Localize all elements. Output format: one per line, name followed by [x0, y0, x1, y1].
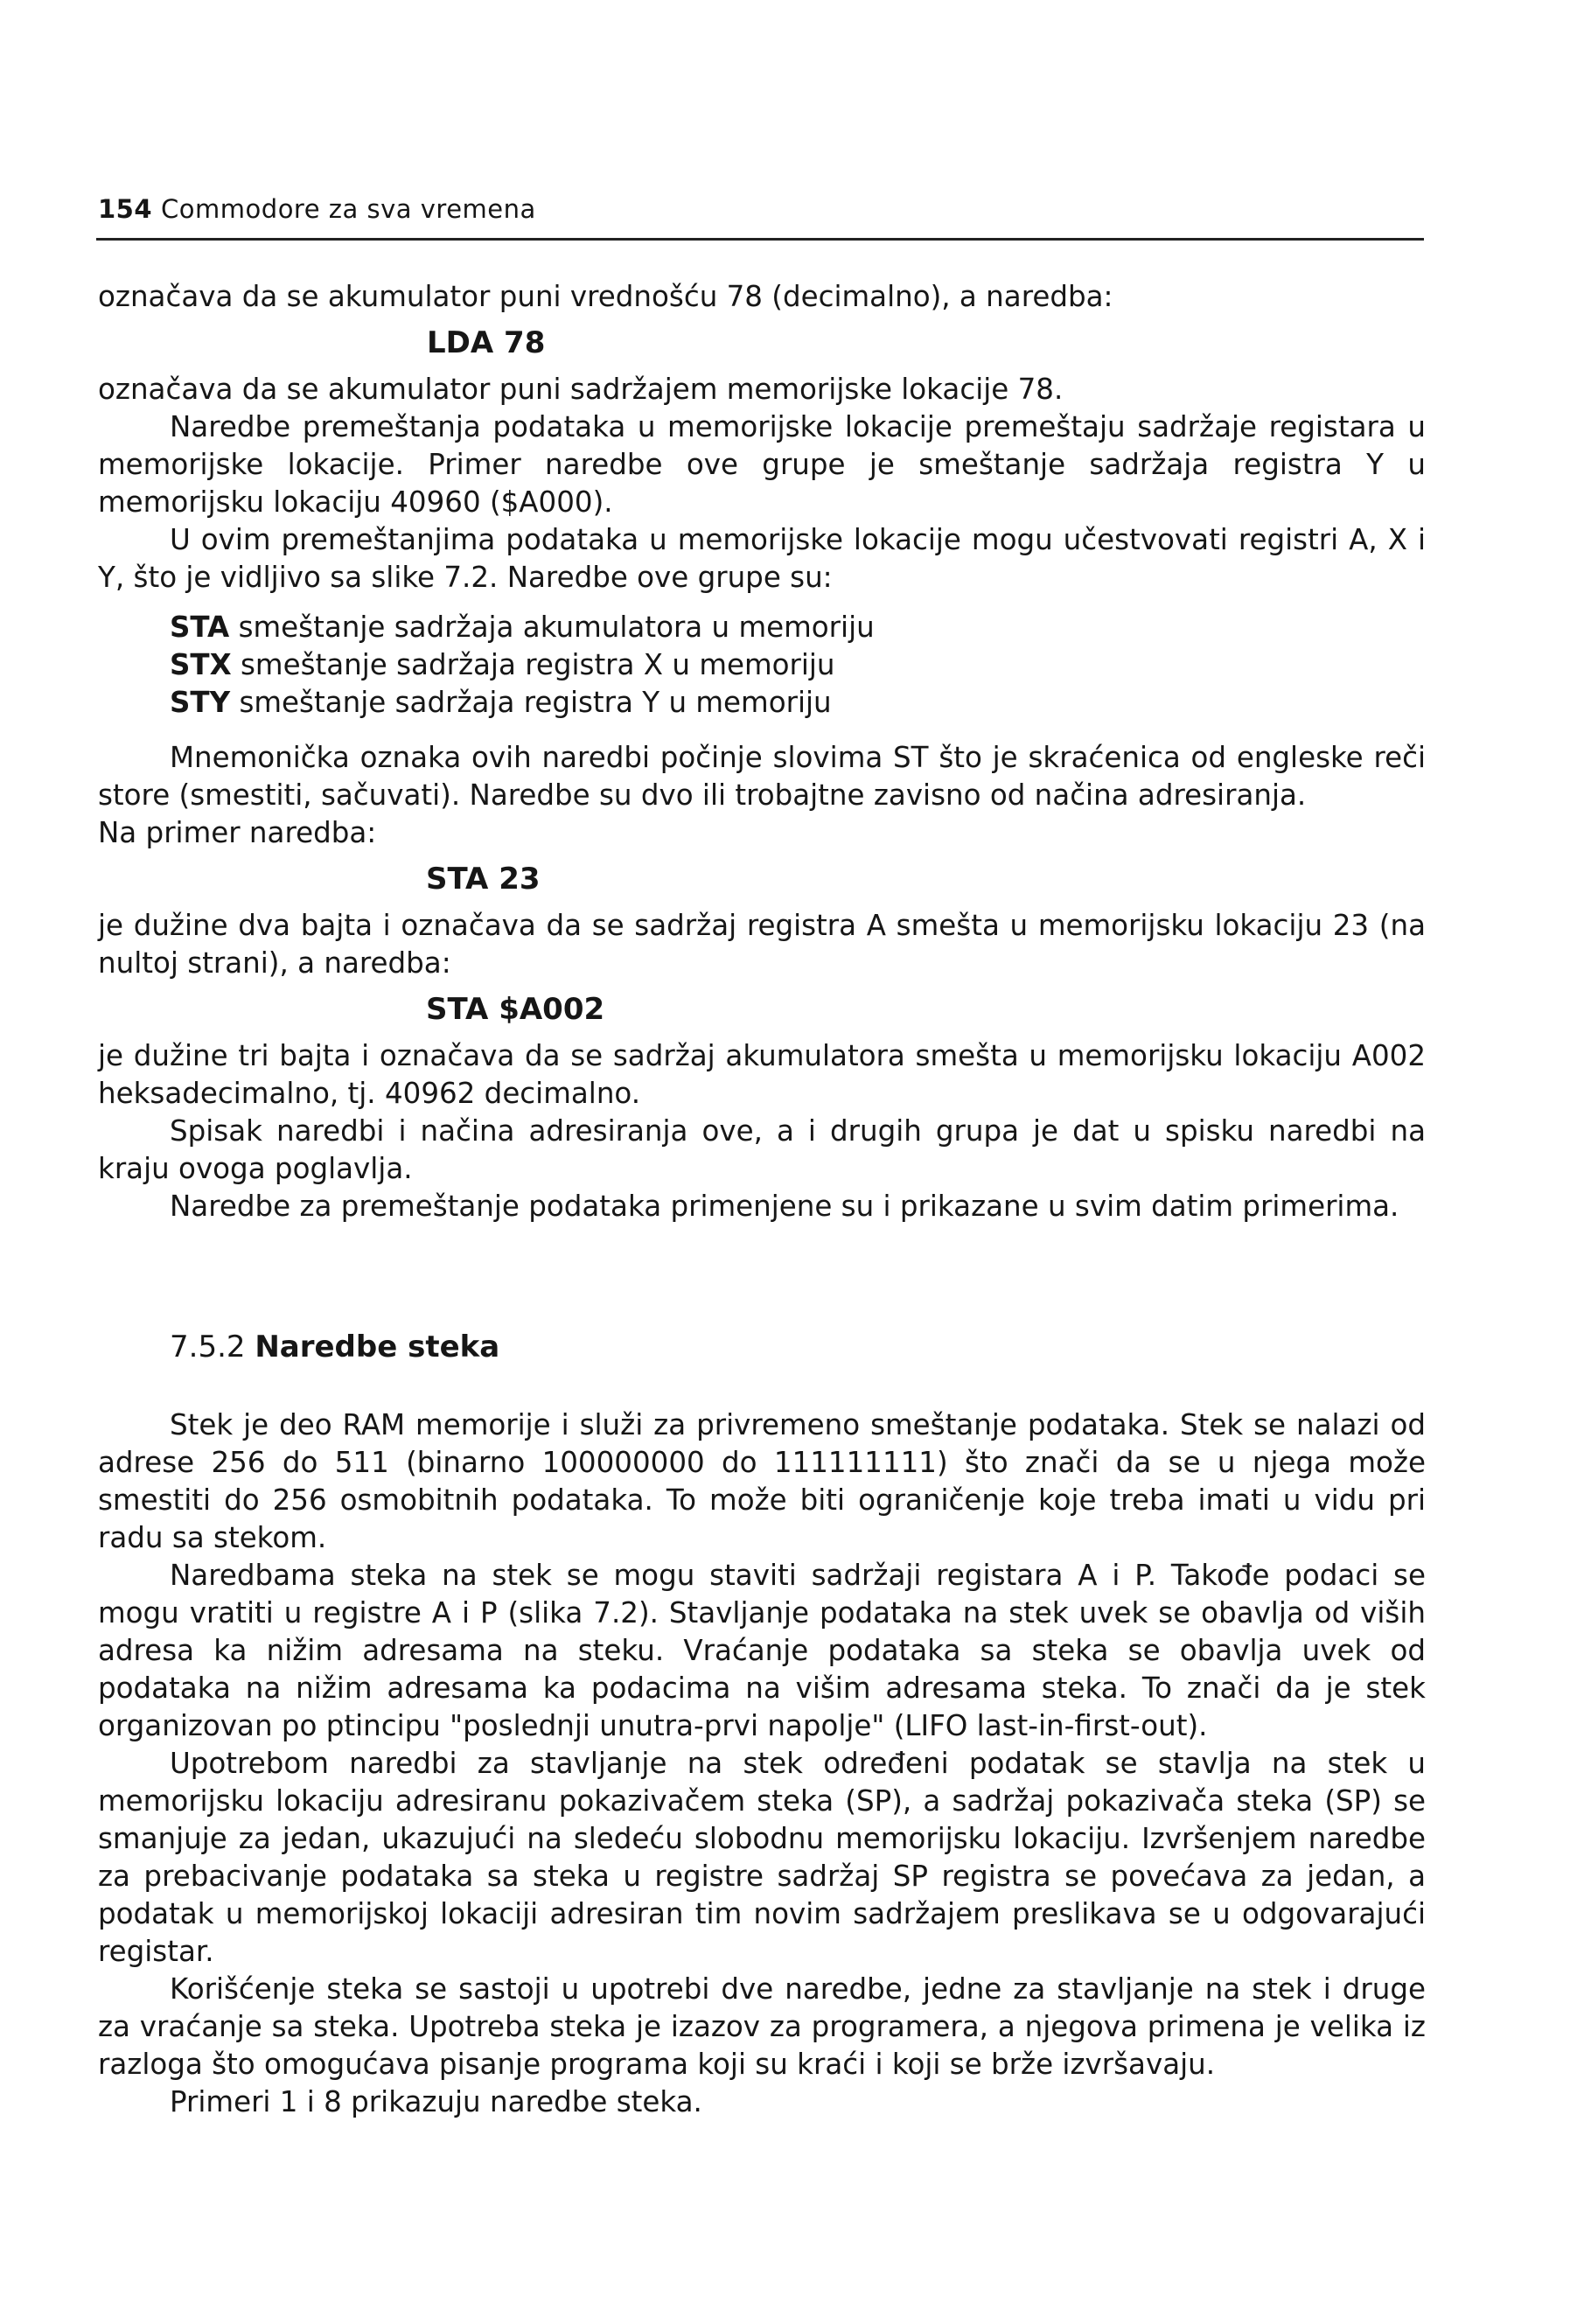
- paragraph-intro: označava da se akumulator puni vrednošću 78 (decimalno), a naredba:: [98, 280, 1113, 313]
- paragraph-sta-a002-desc: je dužine tri bajta i označava da se sadržaj akumulatora smešta u memorijsku lokaciju A002 heksadecimalno, tj. 40962 decimalno.: [98, 1039, 1426, 1110]
- store-instruction-list: [170, 609, 1426, 722]
- paragraph-stack-3: Upotrebom naredbi za stavljanje na stek određeni podatak se stavlja na stek u memorijsku lokaciju adresiranu pokazivačem steka (SP), a sadržaj pokazivača steka (SP) se smanjuje za jedan, ukazujući na sledeću slobodnu memorijsku lokaciju. Izvršenjem naredbe za prebacivanje podataka sa steka u registre sadržaj SP registra se povećava za jedan, a podatak u memorijskoj lokaciji adresiran tim novim sadržajem preslikava se u odgovarajući registar.: [98, 1747, 1426, 1968]
- list-item: [170, 646, 1426, 684]
- header-rule: [96, 238, 1424, 241]
- instruction-desc: smeštanje sadržaja registra X u memoriju: [240, 648, 835, 681]
- paragraph-move: Naredbe premeštanja podataka u memorijske lokacije premeštaju sadržaje registara u memorijske lokacije. Primer naredbe ove grupe je smeštanje sadržaja registra Y u memorijsku lokaciju 40960 ($A000).: [98, 410, 1426, 519]
- running-header: [98, 194, 536, 224]
- running-title: Commodore za sva vremena: [161, 194, 536, 224]
- paragraph-example: Na primer naredba:: [98, 816, 377, 849]
- instruction-code: STX: [170, 648, 232, 681]
- paragraph-stack-2: Naredbama steka na stek se mogu staviti sadržaji registara A i P. Takođe podaci se mogu vratiti u registre A i P (slika 7.2). Stavljanje podataka na stek uvek se obavlja od viših adresa ka nižim adresama na steku. Vraćanje podataka sa steka se obavlja uvek od podataka na nižim adresama ka podacima na višim adresama steka. To znači da je stek organizovan po ptincipu "poslednji unutra-prvi napolje" (LIFO last-in-first-out).: [98, 1559, 1426, 1742]
- instruction-code: STA: [170, 611, 230, 644]
- instruction-code: STY: [170, 686, 231, 719]
- paragraph-stack-1: Stek je deo RAM memorije i služi za privremeno smeštanje podataka. Stek se nalazi od adrese 256 do 511 (binarno 100000000 do 111111111) što znači da se u njega može smestiti do 256 osmobitnih podataka. To može biti ograničenje koje treba imati u vidu pri radu sa stekom.: [98, 1408, 1426, 1554]
- paragraph-registers: U ovim premeštanjima podataka u memorijske lokacije mogu učestvovati registri A, X i Y, što je vidljivo sa slike 7.2. Naredbe ove grupe su:: [98, 523, 1426, 594]
- code-sta-23: STA 23: [426, 862, 541, 897]
- list-item: [170, 609, 1426, 646]
- section-heading: [170, 1329, 1426, 1366]
- page-body: [98, 278, 1426, 2121]
- section-number: 7.5.2: [170, 1329, 246, 1364]
- paragraph-stack-4: Korišćenje steka se sastoji u upotrebi dve naredbe, jedne za stavljanje na stek i druge za vraćanje sa steka. Upotreba steka je izazov za programera, a njegova primena je velika iz razloga što omogućava pisanje programa koji su kraći i koji se brže izvršavaju.: [98, 1972, 1426, 2081]
- code-lda-78: LDA 78: [427, 325, 546, 360]
- paragraph-lda-desc: označava da se akumulator puni sadržajem memorijske lokacije 78.: [98, 373, 1064, 406]
- paragraph-sta23-desc: je dužine dva bajta i označava da se sadržaj registra A smešta u memorijsku lokaciju 23 (na nultoj strani), a naredba:: [98, 909, 1426, 980]
- paragraph-applied: Naredbe za premeštanje podataka primenjene su i prikazane u svim datim primerima.: [170, 1190, 1399, 1223]
- page-number: 154: [98, 194, 153, 224]
- code-sta-a002: STA $A002: [426, 992, 605, 1027]
- paragraph-mnemonic: Mnemonička oznaka ovih naredbi počinje slovima ST što je skraćenica od engleske reči store (smestiti, sačuvati). Naredbe su dvo ili trobajtne zavisno od načina adresiranja.: [98, 741, 1426, 812]
- instruction-desc: smeštanje sadržaja registra Y u memoriju: [239, 686, 832, 719]
- instruction-desc: smeštanje sadržaja akumulatora u memoriju: [238, 611, 875, 644]
- paragraph-list-ref: Spisak naredbi i načina adresiranja ove, a i drugih grupa je dat u spisku naredbi na kraju ovoga poglavlja.: [98, 1114, 1426, 1185]
- paragraph-stack-5: Primeri 1 i 8 prikazuju naredbe steka.: [170, 2085, 702, 2118]
- list-item: [170, 684, 1426, 722]
- section-title: Naredbe steka: [255, 1329, 500, 1364]
